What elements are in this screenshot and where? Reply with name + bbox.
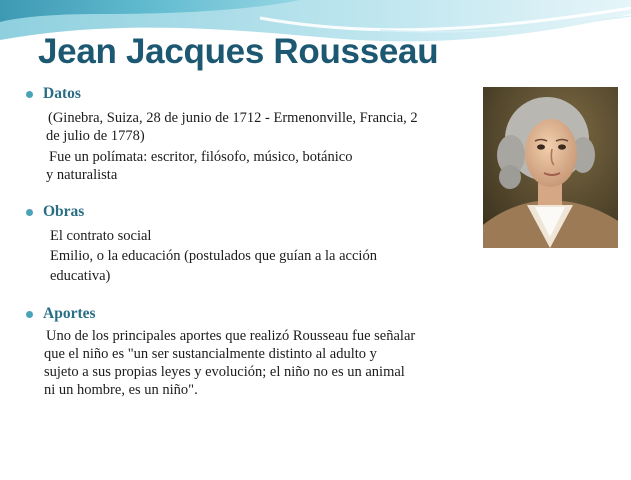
bullet-icon: [26, 91, 33, 98]
bullet-icon: [26, 209, 33, 216]
body-line: Uno de los principales aportes que realizó Rousseau fue señalar: [46, 328, 416, 344]
body-line: ni un hombre, es un niño".: [44, 382, 198, 398]
section-heading: Obras: [43, 203, 85, 220]
body-line: y naturalista: [46, 167, 118, 183]
section-obras: [26, 203, 377, 286]
slide-title: Jean Jacques Rousseau: [38, 32, 439, 71]
body-line: Fue un polímata: escritor, filósofo, músico, botánico: [49, 149, 353, 165]
body-line: sujeto a sus propias leyes y evolución; el niño no es un animal: [44, 364, 405, 380]
body-line: El contrato social: [50, 228, 152, 244]
bullet-heading-aportes: [26, 305, 415, 323]
portrait-rousseau-image: [483, 87, 618, 248]
section-heading: Datos: [43, 85, 81, 102]
bullet-heading-datos: [26, 85, 418, 103]
section-aportes: [26, 305, 415, 399]
body-line: (Ginebra, Suiza, 28 de junio de 1712 - Ermenonville, Francia, 2: [48, 110, 418, 126]
body-line: que el niño es "un ser sustancialmente distinto al adulto y: [44, 346, 377, 362]
section-datos: [26, 85, 418, 184]
bullet-heading-obras: [26, 203, 377, 221]
body-line: de julio de 1778): [46, 128, 145, 144]
bullet-icon: [26, 311, 33, 318]
body-line: educativa): [50, 268, 111, 284]
section-heading: Aportes: [43, 305, 96, 322]
body-line: Emilio, o la educación (postulados que guían a la acción: [50, 248, 377, 264]
